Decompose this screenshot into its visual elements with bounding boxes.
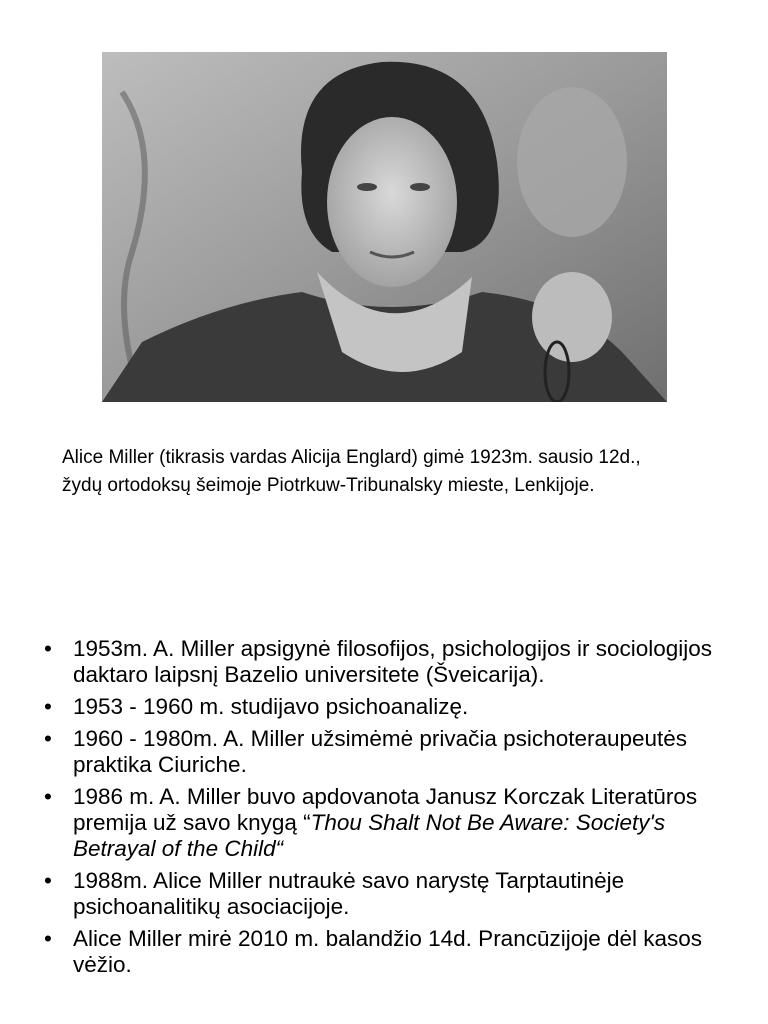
caption-line-2: žydų ortodoksų šeimoje Piotrkuw-Tribunalsky mieste, Lenkijoje. xyxy=(62,475,595,496)
bullet-text: 1960 - 1980m. A. Miller užsimėmė privačia psichoteraupeutės praktika Ciuriche. xyxy=(73,726,688,777)
bullet-text: 1988m. Alice Miller nutraukė savo narystę Tarptautinėje psichoanalitikų asociacijoje. xyxy=(73,868,625,919)
caption-line-1: Alice Miller (tikrasis vardas Alicija Englard) gimė 1923m. sausio 12d., xyxy=(62,447,641,468)
portrait-photo xyxy=(102,52,667,402)
bullet-text: 1986 m. A. Miller buvo apdovanota Janusz Korczak Literatūros premija už savo knygą “ xyxy=(73,784,698,835)
list-item xyxy=(44,726,744,778)
bullet-text: 1953m. A. Miller apsigynė filosofijos, psichologijos ir sociologijos daktaro laipsnį Bazelio universitete (Šveicarija). xyxy=(73,636,713,687)
list-item xyxy=(44,868,744,920)
biography-list xyxy=(44,636,744,984)
portrait-image xyxy=(102,52,667,402)
list-item xyxy=(44,694,744,720)
photo-caption xyxy=(62,444,752,500)
list-item xyxy=(44,926,744,978)
bullet-text: 1953 - 1960 m. studijavo psichoanalizę. xyxy=(73,694,469,719)
list-item xyxy=(44,636,744,688)
list-item xyxy=(44,784,744,862)
book-title: Thou Shalt Not Be Aware: Society's Betrayal of the Child“ xyxy=(73,810,666,861)
bullet-text: Alice Miller mirė 2010 m. balandžio 14d. Prancūzijoje dėl kasos vėžio. xyxy=(73,926,703,977)
